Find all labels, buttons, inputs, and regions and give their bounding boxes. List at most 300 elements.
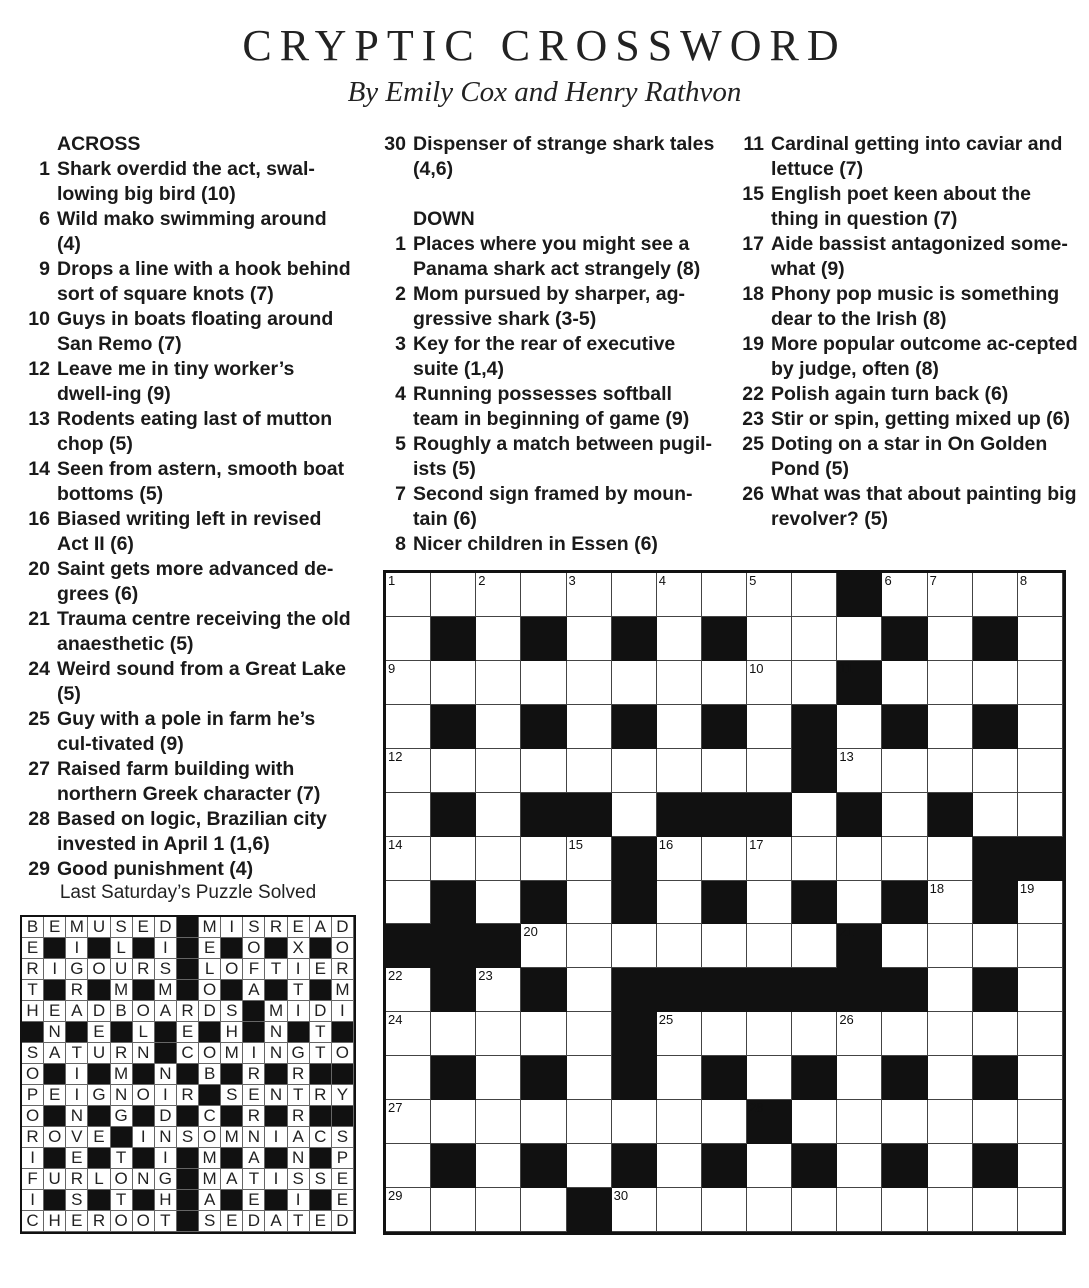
solution-letter: D — [199, 1001, 221, 1022]
grid-white-square[interactable] — [702, 749, 747, 793]
grid-white-square[interactable] — [476, 749, 521, 793]
grid-white-square[interactable] — [973, 661, 1018, 705]
solution-letter: E — [199, 938, 221, 959]
grid-white-square[interactable] — [973, 1012, 1018, 1056]
grid-white-square[interactable] — [521, 749, 566, 793]
grid-white-square[interactable] — [1018, 1056, 1063, 1100]
grid-white-square[interactable] — [702, 573, 747, 617]
solution-black-square — [310, 1064, 332, 1085]
clue-number: 11 — [743, 133, 764, 155]
grid-white-square[interactable] — [1018, 1100, 1063, 1144]
solution-letter: E — [133, 917, 155, 938]
grid-white-square[interactable] — [837, 1144, 882, 1188]
grid-white-square[interactable] — [792, 793, 837, 837]
solution-black-square — [243, 1001, 265, 1022]
grid-white-square[interactable] — [928, 705, 973, 749]
grid-black-square — [386, 924, 431, 968]
grid-white-square[interactable] — [702, 1188, 747, 1232]
grid-white-square[interactable] — [792, 661, 837, 705]
across-clue-29 — [20, 857, 355, 882]
grid-clue-number: 19 — [1019, 880, 1035, 896]
solution-letter: N — [243, 1127, 265, 1148]
grid-clue-number: 11 — [839, 660, 853, 676]
grid-white-square[interactable] — [747, 1144, 792, 1188]
grid-black-square — [431, 924, 476, 968]
grid-white-square[interactable] — [521, 837, 566, 881]
grid-black-square — [567, 793, 612, 837]
grid-white-square[interactable] — [567, 1056, 612, 1100]
solution-letter: T — [288, 980, 310, 1001]
grid-white-square[interactable] — [1018, 661, 1063, 705]
clue-text: Biased writing left in revised Act II (6) — [57, 508, 322, 555]
grid-white-square[interactable] — [476, 573, 521, 617]
grid-white-square[interactable] — [792, 924, 837, 968]
clue-text: Places where you might see a Panama shark act strangely (8) — [413, 233, 701, 280]
solution-letter: E — [243, 1085, 265, 1106]
solution-black-square — [221, 1148, 243, 1169]
grid-white-square[interactable] — [386, 617, 431, 661]
grid-white-square[interactable] — [837, 1188, 882, 1232]
grid-white-square[interactable] — [476, 1056, 521, 1100]
grid-white-square[interactable] — [657, 749, 702, 793]
grid-white-square[interactable] — [386, 881, 431, 925]
solution-letter: N — [265, 1085, 287, 1106]
grid-white-square[interactable] — [476, 837, 521, 881]
grid-white-square[interactable] — [928, 968, 973, 1012]
clue-text: Doting on a star in On Golden Pond (5) — [771, 433, 1048, 480]
grid-black-square — [521, 617, 566, 661]
grid-white-square[interactable] — [837, 1012, 882, 1056]
grid-clue-number: 26 — [839, 1012, 854, 1028]
grid-clue-number: 7 — [929, 573, 937, 588]
across-clue-28 — [20, 807, 355, 857]
grid-white-square[interactable] — [747, 661, 792, 705]
down-clue-list-continued — [734, 132, 1079, 532]
grid-white-square[interactable] — [747, 1012, 792, 1056]
solution-letter: B — [22, 917, 44, 938]
grid-white-square[interactable] — [837, 881, 882, 925]
grid-white-square[interactable] — [882, 573, 927, 617]
solution-letter: V — [66, 1127, 88, 1148]
grid-white-square[interactable] — [386, 837, 431, 881]
grid-white-square[interactable] — [386, 661, 431, 705]
solution-letter: A — [243, 1148, 265, 1169]
clue-number: 25 — [28, 708, 50, 730]
grid-white-square[interactable] — [928, 1100, 973, 1144]
grid-white-square[interactable] — [1018, 968, 1063, 1012]
down-clue-list — [376, 232, 721, 557]
grid-white-square[interactable] — [386, 705, 431, 749]
clue-text: Drops a line with a hook behind sort of square knots (7) — [57, 258, 351, 305]
grid-white-square[interactable] — [431, 661, 476, 705]
solution-letter: M — [111, 1064, 133, 1085]
byline: By Emily Cox and Henry Rathvon — [347, 76, 742, 108]
grid-white-square[interactable] — [431, 1100, 476, 1144]
grid-white-square[interactable] — [567, 661, 612, 705]
grid-white-square[interactable] — [386, 793, 431, 837]
grid-white-square[interactable] — [1018, 749, 1063, 793]
solution-letter: G — [155, 1169, 177, 1190]
solution-letter: A — [243, 980, 265, 1001]
grid-white-square[interactable] — [567, 1012, 612, 1056]
grid-white-square[interactable] — [747, 705, 792, 749]
solution-black-square — [133, 1190, 155, 1211]
solution-black-square — [310, 1190, 332, 1211]
solution-letter: E — [22, 938, 44, 959]
grid-white-square[interactable] — [476, 1188, 521, 1232]
grid-clue-number: 1 — [388, 573, 396, 588]
grid-white-square[interactable] — [567, 881, 612, 925]
grid-white-square[interactable] — [928, 924, 973, 968]
grid-white-square[interactable] — [657, 924, 702, 968]
grid-white-square[interactable] — [747, 617, 792, 661]
solution-black-square — [332, 1106, 354, 1127]
solution-letter: S — [288, 1169, 310, 1190]
grid-white-square[interactable] — [928, 881, 973, 925]
solution-black-square — [265, 1148, 287, 1169]
solution-black-square — [88, 980, 110, 1001]
grid-white-square[interactable] — [567, 1144, 612, 1188]
solution-letter: M — [265, 1001, 287, 1022]
solution-letter: R — [66, 980, 88, 1001]
grid-white-square[interactable] — [837, 617, 882, 661]
solution-letter: M — [199, 1169, 221, 1190]
grid-white-square[interactable] — [657, 1056, 702, 1100]
solution-letter: S — [22, 1043, 44, 1064]
solution-letter: C — [177, 1043, 199, 1064]
grid-white-square[interactable] — [657, 1100, 702, 1144]
grid-white-square[interactable] — [882, 924, 927, 968]
grid-white-square[interactable] — [567, 968, 612, 1012]
grid-white-square[interactable] — [882, 661, 927, 705]
solution-letter: T — [288, 1211, 310, 1232]
grid-white-square[interactable] — [792, 617, 837, 661]
grid-white-square[interactable] — [928, 1144, 973, 1188]
solution-letter: R — [22, 1127, 44, 1148]
grid-white-square[interactable] — [612, 749, 657, 793]
grid-white-square[interactable] — [747, 881, 792, 925]
grid-white-square[interactable] — [386, 1056, 431, 1100]
clue-text: Trauma centre receiving the old anaesthetic (5) — [57, 608, 351, 655]
grid-white-square[interactable] — [702, 924, 747, 968]
grid-black-square — [792, 881, 837, 925]
solution-black-square — [88, 1064, 110, 1085]
grid-white-square[interactable] — [521, 661, 566, 705]
solution-letter: I — [66, 1085, 88, 1106]
grid-white-square[interactable] — [747, 1056, 792, 1100]
grid-white-square[interactable] — [431, 1012, 476, 1056]
grid-white-square[interactable] — [612, 1188, 657, 1232]
clue-text: Dispenser of strange shark tales (4,6) — [413, 133, 715, 180]
grid-black-square — [973, 968, 1018, 1012]
grid-white-square[interactable] — [702, 837, 747, 881]
clue-number: 20 — [28, 558, 50, 580]
solution-letter: T — [310, 1043, 332, 1064]
solution-letter: D — [310, 1001, 332, 1022]
solution-letter: B — [111, 1001, 133, 1022]
grid-black-square — [882, 968, 927, 1012]
solution-black-square — [221, 980, 243, 1001]
grid-white-square[interactable] — [928, 749, 973, 793]
solution-letter: S — [155, 959, 177, 980]
grid-white-square[interactable] — [1018, 573, 1063, 617]
grid-white-square[interactable] — [928, 617, 973, 661]
solution-letter: N — [155, 1064, 177, 1085]
grid-black-square — [612, 1012, 657, 1056]
grid-white-square[interactable] — [567, 837, 612, 881]
grid-white-square[interactable] — [973, 924, 1018, 968]
grid-white-square[interactable] — [657, 661, 702, 705]
grid-white-square[interactable] — [928, 1056, 973, 1100]
grid-white-square[interactable] — [521, 1100, 566, 1144]
grid-white-square[interactable] — [1018, 1188, 1063, 1232]
clue-text: Rodents eating last of mutton chop (5) — [57, 408, 333, 455]
grid-white-square[interactable] — [973, 793, 1018, 837]
grid-white-square[interactable] — [476, 968, 521, 1012]
clue-text: Cardinal getting into caviar and lettuce (7) — [771, 133, 1063, 180]
grid-white-square[interactable] — [928, 1188, 973, 1232]
down-clue-22 — [734, 382, 1079, 407]
grid-black-square — [657, 793, 702, 837]
grid-white-square[interactable] — [837, 1056, 882, 1100]
grid-white-square[interactable] — [567, 749, 612, 793]
grid-white-square[interactable] — [657, 1144, 702, 1188]
grid-white-square[interactable] — [657, 573, 702, 617]
down-heading: DOWN — [413, 208, 475, 230]
solution-letter: D — [332, 1211, 354, 1232]
grid-white-square[interactable] — [792, 1012, 837, 1056]
solution-letter: E — [288, 917, 310, 938]
grid-white-square[interactable] — [567, 924, 612, 968]
grid-white-square[interactable] — [386, 1012, 431, 1056]
solution-letter: S — [111, 917, 133, 938]
grid-white-square[interactable] — [612, 573, 657, 617]
grid-white-square[interactable] — [837, 705, 882, 749]
grid-white-square[interactable] — [521, 573, 566, 617]
solution-letter: L — [199, 959, 221, 980]
solution-black-square — [133, 1106, 155, 1127]
grid-white-square[interactable] — [882, 749, 927, 793]
down-clue-11 — [734, 132, 1079, 182]
clue-number: 12 — [28, 358, 50, 380]
grid-white-square[interactable] — [431, 573, 476, 617]
grid-white-square[interactable] — [521, 1188, 566, 1232]
grid-white-square[interactable] — [928, 573, 973, 617]
grid-black-square — [747, 968, 792, 1012]
grid-white-square[interactable] — [747, 573, 792, 617]
across-clue-14 — [20, 457, 355, 507]
grid-white-square[interactable] — [1018, 793, 1063, 837]
solution-letter: O — [133, 1211, 155, 1232]
grid-white-square[interactable] — [567, 705, 612, 749]
clue-number: 4 — [395, 383, 406, 405]
grid-white-square[interactable] — [386, 749, 431, 793]
clue-text: Roughly a match between pugil-ists (5) — [413, 433, 713, 480]
grid-white-square[interactable] — [657, 1188, 702, 1232]
solution-letter: N — [44, 1022, 66, 1043]
clue-text: Polish again turn back (6) — [771, 383, 1009, 405]
grid-clue-number: 5 — [749, 573, 757, 588]
grid-white-square[interactable] — [882, 1012, 927, 1056]
grid-white-square[interactable] — [928, 661, 973, 705]
grid-white-square[interactable] — [882, 793, 927, 837]
solution-letter: O — [332, 938, 354, 959]
grid-clue-number: 15 — [568, 836, 583, 852]
grid-white-square[interactable] — [476, 1012, 521, 1056]
grid-white-square[interactable] — [882, 1100, 927, 1144]
grid-clue-number: 24 — [388, 1012, 403, 1028]
solution-black-square — [265, 980, 287, 1001]
grid-white-square[interactable] — [386, 1144, 431, 1188]
solution-letter: R — [243, 1064, 265, 1085]
grid-white-square[interactable] — [612, 924, 657, 968]
solution-black-square — [310, 938, 332, 959]
grid-white-square[interactable] — [1018, 1144, 1063, 1188]
grid-white-square[interactable] — [567, 1100, 612, 1144]
solution-letter: G — [66, 959, 88, 980]
grid-white-square[interactable] — [747, 837, 792, 881]
solution-black-square — [88, 1190, 110, 1211]
grid-white-square[interactable] — [1018, 705, 1063, 749]
solution-black-square — [288, 1022, 310, 1043]
clue-text: Shark overdid the act, swal-lowing big bird (10) — [57, 158, 315, 205]
solution-letter: I — [288, 959, 310, 980]
grid-white-square[interactable] — [386, 1188, 431, 1232]
solution-black-square — [221, 1190, 243, 1211]
grid-clue-number: 27 — [388, 1100, 403, 1116]
grid-white-square[interactable] — [792, 1188, 837, 1232]
grid-white-square[interactable] — [747, 924, 792, 968]
solution-black-square — [133, 980, 155, 1001]
grid-black-square — [973, 705, 1018, 749]
clue-number: 23 — [742, 408, 764, 430]
solution-black-square — [199, 1085, 221, 1106]
grid-white-square[interactable] — [386, 968, 431, 1012]
clue-number: 9 — [39, 258, 50, 280]
solution-letter: D — [243, 1211, 265, 1232]
across-clue-25 — [20, 707, 355, 757]
solution-letter: R — [265, 917, 287, 938]
grid-white-square[interactable] — [973, 1100, 1018, 1144]
solution-letter: O — [133, 1085, 155, 1106]
grid-white-square[interactable] — [837, 749, 882, 793]
solution-letter: O — [88, 959, 110, 980]
solution-letter: M — [221, 1127, 243, 1148]
grid-white-square[interactable] — [521, 1012, 566, 1056]
grid-white-square[interactable] — [657, 705, 702, 749]
grid-white-square[interactable] — [612, 661, 657, 705]
grid-white-square[interactable] — [657, 1012, 702, 1056]
solution-black-square — [88, 938, 110, 959]
clue-text: What was that about painting big revolver? (5) — [771, 483, 1077, 530]
grid-white-square[interactable] — [567, 573, 612, 617]
grid-black-square — [928, 793, 973, 837]
grid-black-square — [657, 968, 702, 1012]
grid-white-square[interactable] — [657, 881, 702, 925]
solution-letter: S — [221, 1001, 243, 1022]
solution-letter: I — [66, 1064, 88, 1085]
grid-white-square[interactable] — [567, 617, 612, 661]
grid-white-square[interactable] — [657, 837, 702, 881]
clue-number: 7 — [395, 483, 406, 505]
grid-white-square[interactable] — [973, 749, 1018, 793]
solution-letter: R — [133, 959, 155, 980]
grid-white-square[interactable] — [837, 1100, 882, 1144]
grid-white-square[interactable] — [837, 837, 882, 881]
grid-white-square[interactable] — [386, 573, 431, 617]
clue-number: 1 — [395, 233, 406, 255]
grid-white-square[interactable] — [928, 837, 973, 881]
clue-number: 26 — [742, 483, 764, 505]
solution-letter: I — [22, 1148, 44, 1169]
solution-letter: T — [265, 959, 287, 980]
grid-white-square[interactable] — [792, 573, 837, 617]
grid-white-square[interactable] — [476, 1144, 521, 1188]
page-title: CRYPTIC CROSSWORD — [242, 21, 847, 70]
solution-black-square — [177, 1169, 199, 1190]
solution-letter: M — [155, 980, 177, 1001]
grid-white-square[interactable] — [476, 617, 521, 661]
solution-letter: D — [88, 1001, 110, 1022]
grid-white-square[interactable] — [747, 749, 792, 793]
grid-white-square[interactable] — [612, 793, 657, 837]
solution-black-square — [243, 1022, 265, 1043]
across-clue-12 — [20, 357, 355, 407]
grid-white-square[interactable] — [476, 793, 521, 837]
clue-text: Running possesses softball team in beginning of game (9) — [413, 383, 690, 430]
grid-white-square[interactable] — [702, 1100, 747, 1144]
grid-white-square[interactable] — [657, 617, 702, 661]
solution-letter: E — [332, 1169, 354, 1190]
grid-white-square[interactable] — [431, 749, 476, 793]
grid-white-square[interactable] — [476, 705, 521, 749]
grid-white-square[interactable] — [702, 1012, 747, 1056]
grid-clue-number: 20 — [523, 924, 538, 940]
grid-white-square[interactable] — [882, 837, 927, 881]
grid-white-square[interactable] — [747, 1188, 792, 1232]
grid-white-square[interactable] — [521, 924, 566, 968]
grid-white-square[interactable] — [431, 837, 476, 881]
grid-white-square[interactable] — [612, 1100, 657, 1144]
grid-white-square[interactable] — [476, 1100, 521, 1144]
grid-white-square[interactable] — [973, 1188, 1018, 1232]
solution-letter: I — [155, 1085, 177, 1106]
grid-white-square[interactable] — [792, 837, 837, 881]
solution-letter: S — [221, 1085, 243, 1106]
solution-letter: G — [111, 1106, 133, 1127]
solution-letter: R — [22, 959, 44, 980]
grid-white-square[interactable] — [973, 573, 1018, 617]
grid-white-square[interactable] — [1018, 1012, 1063, 1056]
grid-white-square[interactable] — [476, 881, 521, 925]
grid-clue-number: 3 — [568, 573, 576, 588]
grid-white-square[interactable] — [1018, 881, 1063, 925]
solution-letter: A — [66, 1001, 88, 1022]
grid-white-square[interactable] — [792, 1100, 837, 1144]
grid-white-square[interactable] — [928, 1012, 973, 1056]
grid-white-square[interactable] — [882, 1188, 927, 1232]
grid-white-square[interactable] — [431, 1188, 476, 1232]
solution-letter: E — [332, 1190, 354, 1211]
grid-white-square[interactable] — [1018, 924, 1063, 968]
solution-black-square — [155, 1022, 177, 1043]
grid-white-square[interactable] — [702, 661, 747, 705]
grid-white-square[interactable] — [1018, 617, 1063, 661]
solution-letter: R — [88, 1211, 110, 1232]
grid-white-square[interactable] — [386, 1100, 431, 1144]
grid-white-square[interactable] — [476, 661, 521, 705]
solution-letter: T — [288, 1085, 310, 1106]
